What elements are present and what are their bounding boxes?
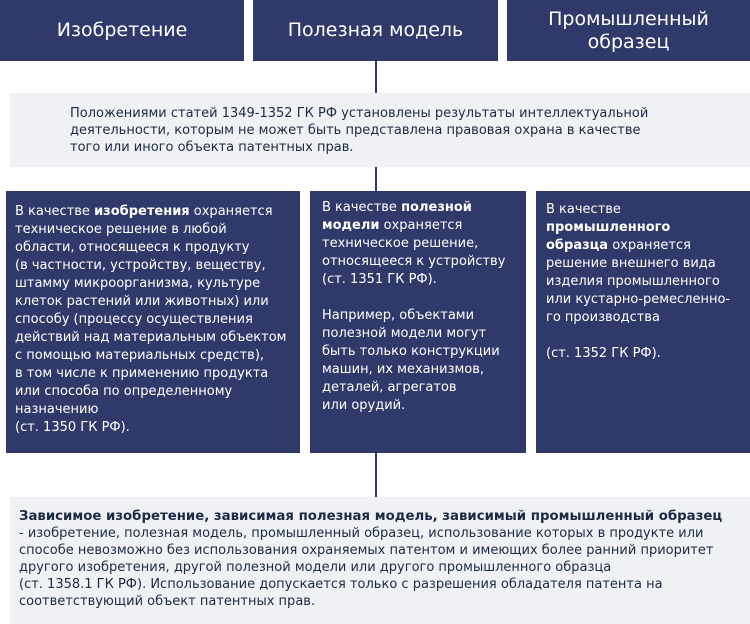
invention-line: в том числе к применению продукта bbox=[15, 366, 269, 381]
design-line: изделия промышленного bbox=[546, 274, 720, 289]
invention-term: изобретения bbox=[94, 204, 190, 219]
dependent-line: - изобретение, полезная модель, промышленный образец, использование которых в продукте или bbox=[19, 526, 704, 541]
utility-example-line: Например, объектами bbox=[322, 308, 475, 323]
utility-example-line: деталей, агрегатов bbox=[322, 380, 457, 395]
invention-line: с помощью материальных средств), bbox=[15, 348, 265, 363]
utility-line: (ст. 1351 ГК РФ). bbox=[322, 272, 437, 287]
invention-box bbox=[6, 191, 300, 453]
utility-first-line: В качестве полезной bbox=[322, 200, 472, 215]
intro-panel bbox=[10, 93, 750, 167]
design-term: промышленного bbox=[546, 220, 671, 235]
connector-line bbox=[375, 167, 377, 191]
invention-first-line: В качестве изобретения охраняется bbox=[15, 204, 273, 219]
utility-example-line: быть только конструкции bbox=[322, 344, 500, 359]
design-second-line bbox=[546, 219, 730, 237]
invention-line: штамму микроорганизма, культуре bbox=[15, 276, 261, 291]
invention-line: или способа по определенному bbox=[15, 384, 233, 399]
dependent-title: Зависимое изобретение, зависимая полезная модель, зависимый промышленный образец bbox=[19, 509, 723, 524]
header-invention bbox=[0, 0, 244, 61]
design-first-line: В качестве bbox=[546, 202, 621, 217]
header-industrial-design bbox=[507, 0, 750, 61]
dependent-line: соответствующий объект патентных прав. bbox=[19, 594, 316, 609]
design-ref: (ст. 1352 ГК РФ). bbox=[546, 346, 661, 361]
header-utility-model bbox=[253, 0, 498, 61]
invention-line: способу (процессу осуществления bbox=[15, 312, 253, 327]
invention-line: (в частности, устройству, веществу, bbox=[15, 258, 266, 273]
utility-line: техническое решение, bbox=[322, 236, 479, 251]
intro-line: того или иного объекта патентных прав. bbox=[70, 140, 354, 155]
invention-line: техническое решение в любой bbox=[15, 222, 227, 237]
dependent-line: другого изобретения, другой полезной модели или другого промышленного образца bbox=[19, 560, 612, 575]
utility-term: полезной bbox=[401, 200, 472, 215]
header-invention-label: Изобретение bbox=[56, 19, 188, 41]
invention-line: действий над материальным объектом bbox=[15, 330, 287, 345]
invention-line: области, относящееся к продукту bbox=[15, 240, 250, 255]
utility-model-box bbox=[310, 191, 526, 453]
header-utility-model-label: Полезная модель bbox=[287, 19, 464, 41]
utility-line: относящееся к устройству bbox=[322, 254, 506, 269]
utility-example-line: или орудий. bbox=[322, 398, 406, 413]
design-term: образца bbox=[546, 238, 609, 253]
design-third-line: образца охраняется bbox=[546, 238, 691, 253]
utility-example-line: полезной модели могут bbox=[322, 326, 487, 341]
connector-line bbox=[375, 61, 377, 93]
utility-example-line: машин, их механизмов, bbox=[322, 362, 485, 377]
invention-line: клеток растений или животных) или bbox=[15, 294, 269, 309]
header-industrial-design-label: Промышленный образец bbox=[548, 7, 709, 53]
utility-second-line: модели охраняется bbox=[322, 218, 463, 233]
intro-line: деятельности, которым не может быть представлена правовая охрана в качестве bbox=[70, 123, 641, 138]
dependent-line: (ст. 1358.1 ГК РФ). Использование допускается только с разрешения обладателя патента на bbox=[19, 577, 663, 592]
dependent-line: способе невозможно без использования охраняемых патентом и имеющих более ранний приоритет bbox=[19, 543, 714, 558]
invention-line: назначению bbox=[15, 402, 99, 417]
design-line: или кустарно-ремесленно- bbox=[546, 292, 731, 307]
intro-line: Положениями статей 1349-1352 ГК РФ установлены результаты интеллектуальной bbox=[70, 106, 649, 121]
industrial-design-box bbox=[536, 191, 750, 453]
invention-line: (ст. 1350 ГК РФ). bbox=[15, 420, 130, 435]
design-line: решение внешнего вида bbox=[546, 256, 716, 271]
dependent-panel bbox=[10, 497, 750, 624]
design-line: го производства bbox=[546, 310, 660, 325]
utility-term: модели bbox=[322, 218, 380, 233]
connector-line bbox=[375, 453, 377, 497]
